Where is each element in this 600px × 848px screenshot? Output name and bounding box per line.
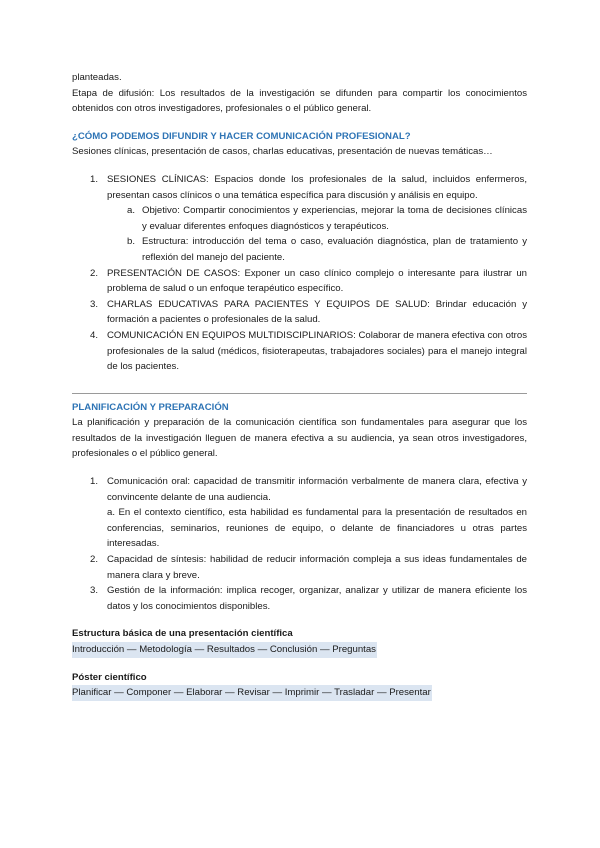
difusion-list [72, 172, 527, 375]
list-text: CHARLAS EDUCATIVAS PARA PACIENTES Y EQUIPOS DE SALUD: Brindar educación y formación a pacientes o profesionales de la salud. [107, 298, 527, 326]
document-page [72, 70, 527, 701]
list-note: a. En el contexto científico, esta habilidad es fundamental para la presentación de resultados en conferencias, seminarios, reuniones de equipo, o delante de financiadores u otras partes interesadas. [107, 507, 527, 550]
difusion-paragraph: Etapa de difusión: Los resultados de la investigación se difunden para compartir los conocimientos obtenidos con otros investigadores, profesionales o el público general. [72, 87, 527, 115]
list-item [72, 552, 527, 583]
intro-continuation: planteadas. [72, 72, 122, 83]
sub-list-text: Objetivo: Compartir conocimientos y experiencias, mejorar la toma de decisiones clínicas y evaluar diferentes enfoques diagnósticos y terapéuticos. [142, 205, 527, 232]
sub-list-item [72, 234, 527, 265]
sub-list-text: Estructura: introducción del tema o caso, evaluación diagnóstica, plan de tratamiento y reflexión del manejo del paciente. [142, 236, 527, 263]
list-number: 2. [90, 554, 99, 566]
list-number: 1. [90, 476, 99, 488]
section-heading-planificacion: PLANIFICACIÓN Y PREPARACIÓN [72, 401, 229, 413]
planificacion-list [72, 474, 527, 614]
list-text: Comunicación oral: capacidad de transmitir información verbalmente de manera clara, efectiva y convincente delante de una audiencia. [107, 476, 527, 503]
estructura-title: Estructura básica de una presentación científica [72, 628, 293, 640]
list-item [72, 297, 527, 328]
list-number: 2. [90, 267, 99, 279]
list-item [72, 266, 527, 297]
list-item [72, 328, 527, 375]
poster-flow: Planificar — Componer — Elaborar — Revisar — Imprimir — Trasladar — Presentar [72, 685, 432, 701]
sub-list-letter: b. [127, 236, 136, 248]
list-number: 1. [90, 173, 99, 185]
sub-list-letter: a. [127, 205, 136, 217]
list-item [72, 172, 527, 203]
list-text: Capacidad de síntesis: habilidad de reducir información compleja a sus ideas fundamentales de manera clara y breve. [107, 554, 527, 581]
list-item [72, 583, 527, 614]
list-number: 3. [90, 298, 99, 310]
list-text: PRESENTACIÓN DE CASOS: Exponer un caso clínico complejo o interesante para ilustrar un problema de salud o un enfoque terapéutico específico. [107, 267, 527, 295]
list-item [72, 474, 527, 552]
list-text: SESIONES CLÍNICAS: Espacios donde los profesionales de la salud, incluidos enfermeros, presentan casos clínicos o una temática específica para discusión y análisis en equipo. [107, 173, 527, 201]
list-text: COMUNICACIÓN EN EQUIPOS MULTIDISCIPLINARIOS: Colaborar de manera efectiva con otros profesionales de la salud (médicos, fisioterapeutas, trabajadores sociales) para el manejo integral de los pacientes. [107, 329, 527, 373]
estructura-flow: Introducción — Metodología — Resultados — Conclusión — Preguntas [72, 642, 377, 658]
poster-title: Póster científico [72, 671, 147, 683]
planificacion-paragraph: La planificación y preparación de la comunicación científica son fundamentales para asegurar que los resultados de la investigación lleguen de manera efectiva a su audiencia, ya sean otros investigadores, profesionales o el público general. [72, 417, 527, 460]
sub-list-item [72, 203, 527, 234]
list-number: 3. [90, 585, 99, 597]
list-text: Gestión de la información: implica recoger, organizar, analizar y utilizar de manera eficiente los datos y los conocimientos disponibles. [107, 585, 527, 612]
section-heading-difundir: ¿CÓMO PODEMOS DIFUNDIR Y HACER COMUNICACIÓN PROFESIONAL? [72, 130, 411, 142]
section-subtitle: Sesiones clínicas, presentación de casos, charlas educativas, presentación de nuevas temáticas… [72, 146, 493, 158]
list-number: 4. [90, 329, 99, 341]
